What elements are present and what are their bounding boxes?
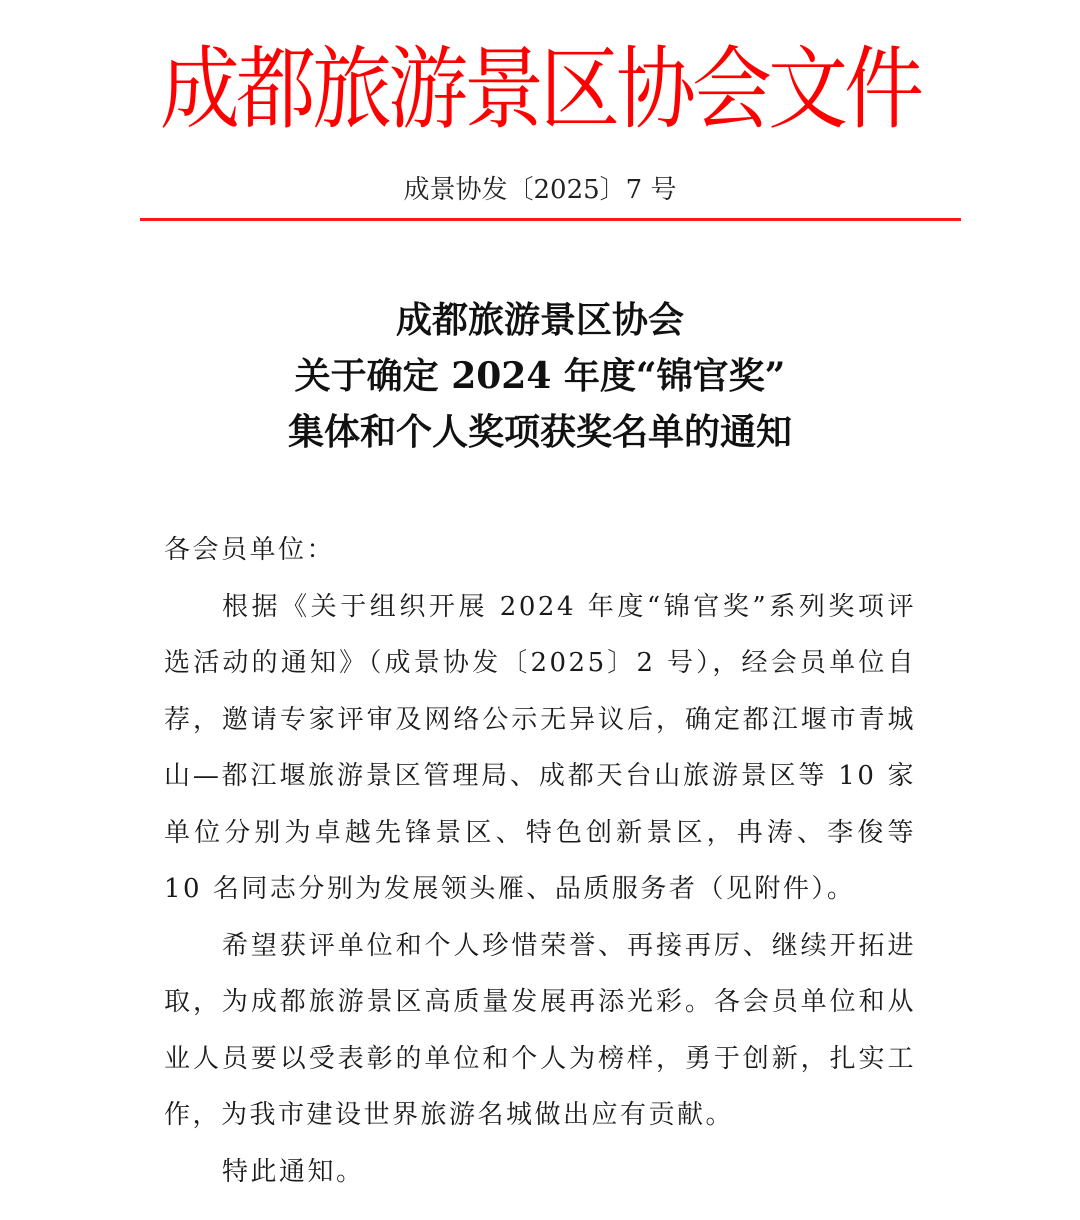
salutation: 各会员单位： [164, 535, 336, 565]
title-line-2: 关于确定 2024 年度“锦官奖” [294, 355, 786, 397]
paragraph-decision: 根据《关于组织开展 2024 年度“锦官奖”系列奖项评选活动的通知》（成景协发〔2025〕2 号），经会员单位自荐，邀请专家评审及网络公示无异议后，确定都江堰市青城山—都江堰旅游景区管理局、成都天台山旅游景区等 10 家单位分别为卓越先锋景区、特色创新景区，冉涛、李俊等 10 名同志分别为发展领头雁、品质服务者（见附件）。 [164, 591, 916, 904]
closing-statement: 特此通知。 [222, 1156, 365, 1187]
paragraph-encouragement: 希望获评单位和个人珍惜荣誉、再接再厉、继续开拓进取，为成都旅游景区高质量发展再添光彩。各会员单位和从业人员要以受表彰的单位和个人为榜样，勇于创新，扎实工作，为我市建设世界旅游名城做出应有贡献。 [164, 930, 916, 1130]
document-number: 成景协发〔2025〕7 号 [403, 175, 677, 205]
notice-body [164, 522, 916, 1200]
document-masthead: 成都旅游景区协会文件 [160, 37, 920, 142]
title-line-1: 成都旅游景区协会 [395, 299, 684, 341]
notice-title [0, 292, 1080, 460]
red-divider-rule [140, 218, 961, 221]
title-line-3: 集体和个人奖项获奖名单的通知 [287, 411, 792, 453]
